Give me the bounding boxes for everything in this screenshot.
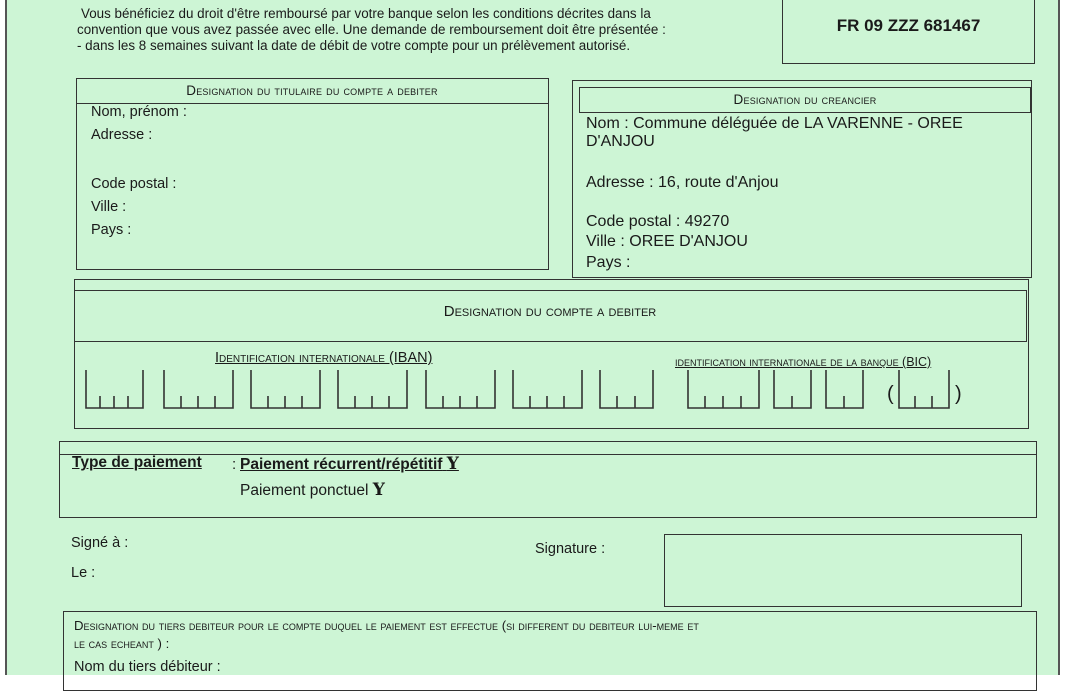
creditor-name-line-2: D'ANJOU — [586, 133, 655, 150]
payment-type-section — [59, 441, 1037, 518]
account-holder-section — [76, 78, 549, 270]
payment-ponctuel-label: Paiement ponctuel — [240, 482, 369, 499]
account-holder-header-text: Designation du titulaire du compte a debiter — [186, 82, 438, 98]
creditor-postal-code: Code postal : 49270 — [586, 213, 730, 230]
intro-line-2: convention que vous avez passée avec elle. Une demande de remboursement doit être présentée : — [77, 22, 666, 37]
third-party-header-line-2: le cas echeant ) : — [74, 636, 170, 651]
creditor-address: Adresse : 16, route d'Anjou — [586, 174, 779, 191]
third-party-header-line-1: Designation du tiers debiteur pour le compte duquel le paiement est effectue (si different du debiteur lui-meme et — [74, 618, 699, 633]
date-label: Le : — [71, 565, 96, 581]
signature-box[interactable] — [664, 534, 1022, 607]
bic-country-code[interactable] — [773, 368, 813, 412]
creditor-identifier-value: FR 09 ZZZ 681467 — [836, 16, 981, 35]
signature-label: Signature : — [535, 541, 606, 557]
mandate-form-sheet — [5, 0, 1060, 675]
creditor-city: Ville : OREE D'ANJOU — [586, 233, 748, 250]
creditor-header — [579, 87, 1031, 113]
svg-text:(: ( — [887, 383, 894, 405]
bic-branch-code[interactable] — [885, 368, 967, 412]
account-holder-header — [76, 78, 549, 104]
iban-bic-slots — [75, 368, 1025, 416]
debit-account-section — [74, 279, 1029, 429]
iban-label: Identification internationale (IBAN) — [215, 350, 433, 366]
bic-location-code[interactable] — [825, 368, 865, 412]
third-party-name-label: Nom du tiers débiteur : — [74, 659, 221, 675]
creditor-header-text: Designation du creancier — [733, 92, 877, 107]
bic-bank-code[interactable] — [687, 368, 761, 412]
third-party-debtor-section — [63, 611, 1037, 691]
debit-account-header-text: Designation du compte a debiter — [443, 303, 657, 320]
iban-group-6[interactable] — [512, 368, 584, 412]
payment-recurrent-option[interactable] — [240, 454, 459, 474]
intro-line-1: Vous bénéficiez du droit d'être remboursé par votre banque selon les conditions décrites dans la — [81, 6, 651, 21]
iban-group-2[interactable] — [163, 368, 235, 412]
holder-address-label: Adresse : — [91, 127, 153, 143]
payment-recurrent-checkbox[interactable]: Y — [446, 454, 459, 474]
bic-label: identification internationale de la banque (BIC) — [675, 355, 932, 369]
holder-country-label: Pays : — [91, 222, 132, 238]
payment-recurrent-label: Paiement récurrent/répétitif — [240, 456, 443, 473]
payment-type-separator: : — [232, 456, 237, 473]
iban-group-1[interactable] — [85, 368, 145, 412]
creditor-name-line-1: Nom : Commune déléguée de LA VARENNE - OREE — [586, 115, 963, 132]
holder-name-label: Nom, prénom : — [91, 104, 187, 120]
payment-ponctuel-checkbox[interactable]: Y — [372, 480, 385, 500]
payment-type-label: Type de paiement — [72, 454, 202, 471]
iban-group-4[interactable] — [337, 368, 409, 412]
iban-group-5[interactable] — [425, 368, 497, 412]
payment-ponctuel-option[interactable] — [240, 480, 385, 500]
holder-city-label: Ville : — [91, 199, 127, 215]
holder-postal-code-label: Code postal : — [91, 176, 177, 192]
creditor-identifier-box — [782, 0, 1035, 64]
iban-group-7[interactable] — [599, 368, 655, 412]
debit-account-header — [74, 290, 1027, 342]
svg-text:): ) — [955, 383, 962, 405]
iban-group-3[interactable] — [250, 368, 322, 412]
payment-type-top-rule — [59, 454, 1037, 455]
creditor-section — [572, 80, 1032, 278]
intro-line-3: - dans les 8 semaines suivant la date de débit de votre compte pour un prélèvement autorisé. — [77, 38, 631, 53]
creditor-country: Pays : — [586, 254, 631, 271]
signed-at-label: Signé à : — [71, 535, 129, 551]
